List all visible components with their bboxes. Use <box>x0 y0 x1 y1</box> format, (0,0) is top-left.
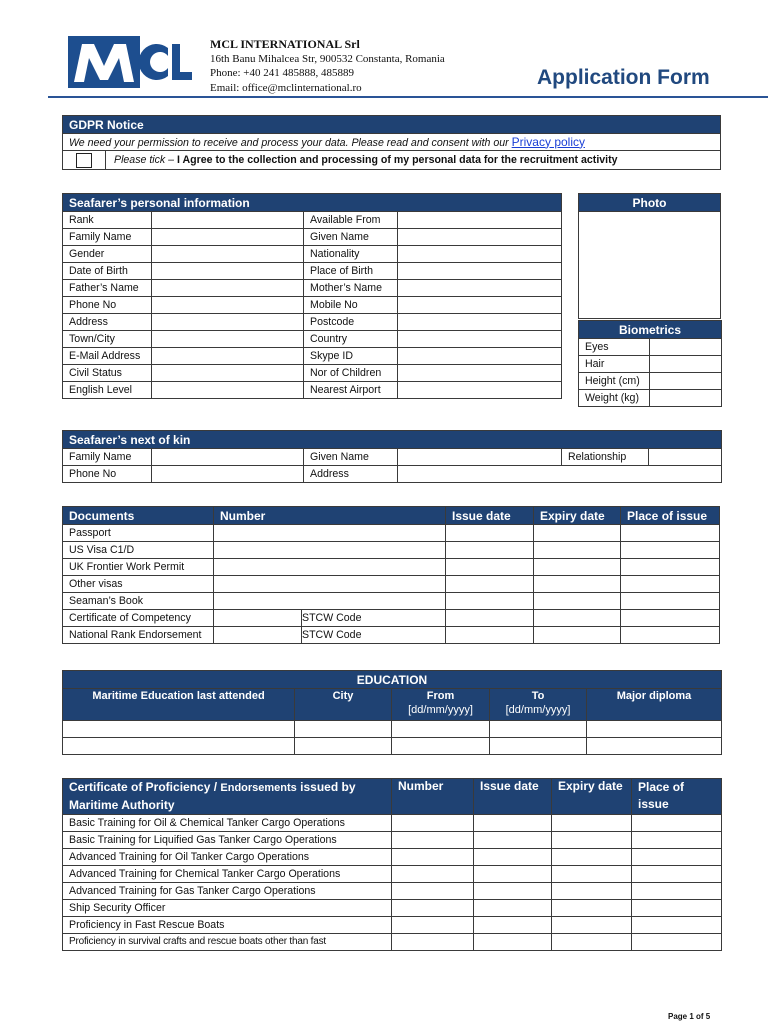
gdpr-tick-cell <box>63 151 721 170</box>
field-label: Nor of Children <box>304 365 398 382</box>
proficiency-row <box>63 883 722 900</box>
field-label: Father’s Name <box>63 280 152 297</box>
field-input[interactable] <box>398 280 562 297</box>
document-issue-date-input[interactable] <box>446 525 534 542</box>
proficiency-header: Expiry date <box>552 779 632 815</box>
field-input[interactable] <box>152 280 304 297</box>
to-format: [dd/mm/yyyy] <box>505 704 571 716</box>
field-input[interactable] <box>398 348 562 365</box>
gdpr-title: GDPR Notice <box>63 116 721 134</box>
proficiency-input[interactable] <box>552 934 632 951</box>
document-number-input[interactable] <box>214 627 302 644</box>
consent-checkbox-cell <box>63 151 106 169</box>
proficiency-input[interactable] <box>632 849 722 866</box>
personal-info-row <box>63 212 562 229</box>
personal-info-table <box>62 193 562 399</box>
field-input[interactable] <box>152 246 304 263</box>
document-row <box>63 576 720 593</box>
proficiency-input[interactable] <box>474 900 552 917</box>
document-row <box>63 610 720 627</box>
proficiency-row <box>63 815 722 832</box>
to-label: To <box>531 690 545 702</box>
document-place-input[interactable] <box>621 559 720 576</box>
proficiency-input[interactable] <box>392 917 474 934</box>
biometrics-input[interactable] <box>650 356 722 373</box>
proficiency-header-title <box>63 779 392 815</box>
field-label: Address <box>63 314 152 331</box>
field-input[interactable] <box>152 212 304 229</box>
proficiency-row <box>63 832 722 849</box>
document-place-input[interactable] <box>621 525 720 542</box>
biometrics-row <box>579 339 722 356</box>
kin-input[interactable] <box>398 466 722 483</box>
education-header: Maritime Education last attended <box>63 689 295 721</box>
field-label: E-Mail Address <box>63 348 152 365</box>
photo-box[interactable] <box>579 212 721 319</box>
kin-input[interactable] <box>152 466 304 483</box>
field-input[interactable] <box>398 212 562 229</box>
proficiency-label: Proficiency in survival crafts and rescue boats other than fast <box>63 934 392 951</box>
proficiency-input[interactable] <box>474 934 552 951</box>
education-header <box>392 689 490 721</box>
biometrics-label: Hair <box>579 356 650 373</box>
document-issue-date-input[interactable] <box>446 559 534 576</box>
education-input[interactable] <box>490 721 587 738</box>
biometrics-row <box>579 373 722 390</box>
next-of-kin-table <box>62 430 722 483</box>
document-row <box>63 627 720 644</box>
field-input[interactable] <box>152 297 304 314</box>
personal-info-row <box>63 229 562 246</box>
field-input[interactable] <box>398 246 562 263</box>
biometrics-title: Biometrics <box>579 321 722 339</box>
proficiency-input[interactable] <box>392 866 474 883</box>
document-expiry-date-input[interactable] <box>534 627 621 644</box>
proficiency-header: Number <box>392 779 474 815</box>
photo-title: Photo <box>579 194 721 212</box>
document-number-input[interactable] <box>214 559 446 576</box>
personal-info-row <box>63 246 562 263</box>
proficiency-label: Basic Training for Oil & Chemical Tanker Cargo Operations <box>63 815 392 832</box>
company-info <box>210 37 445 95</box>
document-place-input[interactable] <box>621 593 720 610</box>
proficiency-input[interactable] <box>474 832 552 849</box>
company-address: 16th Banu Mihalcea Str, 900532 Constanta, Romania <box>210 52 445 65</box>
education-table <box>62 670 722 755</box>
document-issue-date-input[interactable] <box>446 576 534 593</box>
document-expiry-date-input[interactable] <box>534 559 621 576</box>
document-number-input[interactable] <box>214 593 446 610</box>
documents-header: Issue date <box>446 507 534 525</box>
document-issue-date-input[interactable] <box>446 542 534 559</box>
prof-header-b: Endorsements <box>220 782 297 794</box>
document-label: National Rank Endorsement <box>63 627 214 644</box>
document-expiry-date-input[interactable] <box>534 525 621 542</box>
field-label: Postcode <box>304 314 398 331</box>
prof-header-c: issued by <box>296 780 356 794</box>
proficiency-header: Issue date <box>474 779 552 815</box>
biometrics-label: Weight (kg) <box>579 390 650 407</box>
consent-text: I Agree to the collection and processing of my personal data for the recruitment activity <box>177 154 618 166</box>
documents-header: Documents <box>63 507 214 525</box>
document-row <box>63 559 720 576</box>
proficiency-input[interactable] <box>474 883 552 900</box>
education-header <box>490 689 587 721</box>
proficiency-label: Advanced Training for Gas Tanker Cargo Operations <box>63 883 392 900</box>
personal-info-row <box>63 263 562 280</box>
proficiency-row <box>63 900 722 917</box>
document-label: Passport <box>63 525 214 542</box>
proficiency-input[interactable] <box>632 900 722 917</box>
proficiency-input[interactable] <box>632 815 722 832</box>
document-label: Certificate of Competency <box>63 610 214 627</box>
proficiency-input[interactable] <box>552 900 632 917</box>
field-label: Nationality <box>304 246 398 263</box>
kin-input[interactable] <box>649 449 722 466</box>
education-header: City <box>295 689 392 721</box>
proficiency-input[interactable] <box>474 849 552 866</box>
photo-table <box>578 193 721 319</box>
from-format: [dd/mm/yyyy] <box>408 704 473 716</box>
proficiency-input[interactable] <box>632 832 722 849</box>
kin-label: Address <box>304 466 398 483</box>
proficiency-row <box>63 866 722 883</box>
document-expiry-date-input[interactable] <box>534 542 621 559</box>
field-input[interactable] <box>398 297 562 314</box>
field-input[interactable] <box>152 365 304 382</box>
proficiency-input[interactable] <box>552 815 632 832</box>
proficiency-input[interactable] <box>552 883 632 900</box>
field-label: Nearest Airport <box>304 382 398 399</box>
document-number-input[interactable] <box>214 542 446 559</box>
education-input[interactable] <box>587 721 722 738</box>
field-input[interactable] <box>152 331 304 348</box>
field-label: Mobile No <box>304 297 398 314</box>
field-input[interactable] <box>152 314 304 331</box>
field-input[interactable] <box>152 229 304 246</box>
personal-info-row <box>63 297 562 314</box>
proficiency-input[interactable] <box>632 934 722 951</box>
proficiency-input[interactable] <box>392 934 474 951</box>
field-label: Civil Status <box>63 365 152 382</box>
education-title: EDUCATION <box>63 671 722 689</box>
field-label: Country <box>304 331 398 348</box>
education-input[interactable] <box>63 738 295 755</box>
place-label: Place of <box>638 780 685 794</box>
personal-info-row <box>63 331 562 348</box>
field-label: Mother’s Name <box>304 280 398 297</box>
proficiency-label: Proficiency in Fast Rescue Boats <box>63 917 392 934</box>
kin-title: Seafarer’s next of kin <box>63 431 722 449</box>
education-input[interactable] <box>392 721 490 738</box>
document-row <box>63 593 720 610</box>
field-label: English Level <box>63 382 152 399</box>
document-number-input[interactable] <box>214 576 446 593</box>
company-phone: Phone: +40 241 485888, 485889 <box>210 67 355 79</box>
proficiency-input[interactable] <box>474 866 552 883</box>
document-row <box>63 525 720 542</box>
document-issue-date-input[interactable] <box>446 627 534 644</box>
kin-label: Relationship <box>562 449 649 466</box>
field-label: Gender <box>63 246 152 263</box>
issue-label: issue <box>638 797 669 811</box>
company-logo <box>68 36 192 88</box>
education-header: Major diploma <box>587 689 722 721</box>
company-email: Email: office@mclinternational.ro <box>210 81 362 94</box>
field-label: Place of Birth <box>304 263 398 280</box>
education-input[interactable] <box>587 738 722 755</box>
proficiency-input[interactable] <box>632 917 722 934</box>
proficiency-row <box>63 849 722 866</box>
biometrics-row <box>579 390 722 407</box>
biometrics-label: Eyes <box>579 339 650 356</box>
proficiency-input[interactable] <box>392 815 474 832</box>
personal-info-title: Seafarer’s personal information <box>63 194 562 212</box>
document-label: US Visa C1/D <box>63 542 214 559</box>
document-place-input[interactable] <box>621 542 720 559</box>
document-number-input[interactable] <box>214 610 302 627</box>
field-input[interactable] <box>398 382 562 399</box>
gdpr-text-cell <box>63 134 721 151</box>
biometrics-input[interactable] <box>650 390 722 407</box>
biometrics-input[interactable] <box>650 339 722 356</box>
field-input[interactable] <box>152 382 304 399</box>
prof-header-a: Certificate of Proficiency / <box>69 780 221 794</box>
proficiency-label: Advanced Training for Chemical Tanker Cargo Operations <box>63 866 392 883</box>
prof-header-d: Maritime Authority <box>69 798 175 812</box>
proficiency-header <box>632 779 722 815</box>
proficiency-row <box>63 917 722 934</box>
field-input[interactable] <box>398 365 562 382</box>
field-input[interactable] <box>152 348 304 365</box>
document-issue-date-input[interactable] <box>446 610 534 627</box>
kin-input[interactable] <box>398 449 562 466</box>
kin-label: Phone No <box>63 466 152 483</box>
document-place-input[interactable] <box>621 627 720 644</box>
documents-table <box>62 506 720 644</box>
document-row <box>63 542 720 559</box>
proficiency-label: Basic Training for Liquified Gas Tanker Cargo Operations <box>63 832 392 849</box>
proficiency-input[interactable] <box>552 866 632 883</box>
proficiency-label: Advanced Training for Oil Tanker Cargo Operations <box>63 849 392 866</box>
document-number-input[interactable] <box>214 525 446 542</box>
proficiency-row <box>63 934 722 951</box>
gdpr-text: We need your permission to receive and process your data. Please read and consent with our <box>69 136 512 149</box>
stcw-code-cell[interactable]: STCW Code <box>302 610 446 627</box>
field-input[interactable] <box>398 314 562 331</box>
gdpr-notice-table <box>62 115 721 170</box>
field-input[interactable] <box>398 229 562 246</box>
proficiency-input[interactable] <box>632 866 722 883</box>
education-input[interactable] <box>295 721 392 738</box>
document-label: Seaman’s Book <box>63 593 214 610</box>
company-name: MCL INTERNATIONAL Srl <box>210 37 360 51</box>
field-label: Family Name <box>63 229 152 246</box>
document-place-input[interactable] <box>621 610 720 627</box>
document-issue-date-input[interactable] <box>446 593 534 610</box>
field-input[interactable] <box>398 331 562 348</box>
personal-info-row <box>63 365 562 382</box>
biometrics-row <box>579 356 722 373</box>
education-input[interactable] <box>63 721 295 738</box>
field-input[interactable] <box>398 263 562 280</box>
kin-input[interactable] <box>152 449 304 466</box>
proficiency-table <box>62 778 722 951</box>
document-expiry-date-input[interactable] <box>534 576 621 593</box>
biometrics-label: Height (cm) <box>579 373 650 390</box>
documents-header: Number <box>214 507 446 525</box>
personal-info-row <box>63 382 562 399</box>
field-label: Available From <box>304 212 398 229</box>
proficiency-input[interactable] <box>632 883 722 900</box>
documents-header: Place of issue <box>621 507 720 525</box>
proficiency-label: Ship Security Officer <box>63 900 392 917</box>
education-input[interactable] <box>295 738 392 755</box>
document-label: UK Frontier Work Permit <box>63 559 214 576</box>
field-input[interactable] <box>152 263 304 280</box>
biometrics-input[interactable] <box>650 373 722 390</box>
proficiency-input[interactable] <box>474 917 552 934</box>
page-number: Page 1 of 5 <box>668 1012 711 1021</box>
privacy-policy-link[interactable]: Privacy policy <box>511 134 585 149</box>
personal-info-row <box>63 314 562 331</box>
proficiency-input[interactable] <box>392 832 474 849</box>
tick-prefix: Please tick – <box>114 154 178 166</box>
proficiency-input[interactable] <box>552 832 632 849</box>
personal-info-row <box>63 280 562 297</box>
field-label: Town/City <box>63 331 152 348</box>
kin-label: Given Name <box>304 449 398 466</box>
proficiency-input[interactable] <box>392 849 474 866</box>
education-input[interactable] <box>490 738 587 755</box>
proficiency-input[interactable] <box>474 815 552 832</box>
field-label: Given Name <box>304 229 398 246</box>
from-label: From <box>426 690 455 702</box>
personal-info-row <box>63 348 562 365</box>
page-title: Application Form <box>537 66 710 89</box>
field-label: Phone No <box>63 297 152 314</box>
proficiency-input[interactable] <box>552 849 632 866</box>
biometrics-table <box>578 320 722 407</box>
kin-label: Family Name <box>63 449 152 466</box>
document-label: Other visas <box>63 576 214 593</box>
header-rule <box>48 96 768 98</box>
document-expiry-date-input[interactable] <box>534 610 621 627</box>
education-input[interactable] <box>392 738 490 755</box>
proficiency-input[interactable] <box>392 883 474 900</box>
document-expiry-date-input[interactable] <box>534 593 621 610</box>
field-label: Rank <box>63 212 152 229</box>
stcw-code-cell[interactable]: STCW Code <box>302 627 446 644</box>
field-label: Date of Birth <box>63 263 152 280</box>
documents-header: Expiry date <box>534 507 621 525</box>
consent-checkbox[interactable] <box>76 153 92 168</box>
proficiency-input[interactable] <box>392 900 474 917</box>
field-label: Skype ID <box>304 348 398 365</box>
document-place-input[interactable] <box>621 576 720 593</box>
proficiency-input[interactable] <box>552 917 632 934</box>
